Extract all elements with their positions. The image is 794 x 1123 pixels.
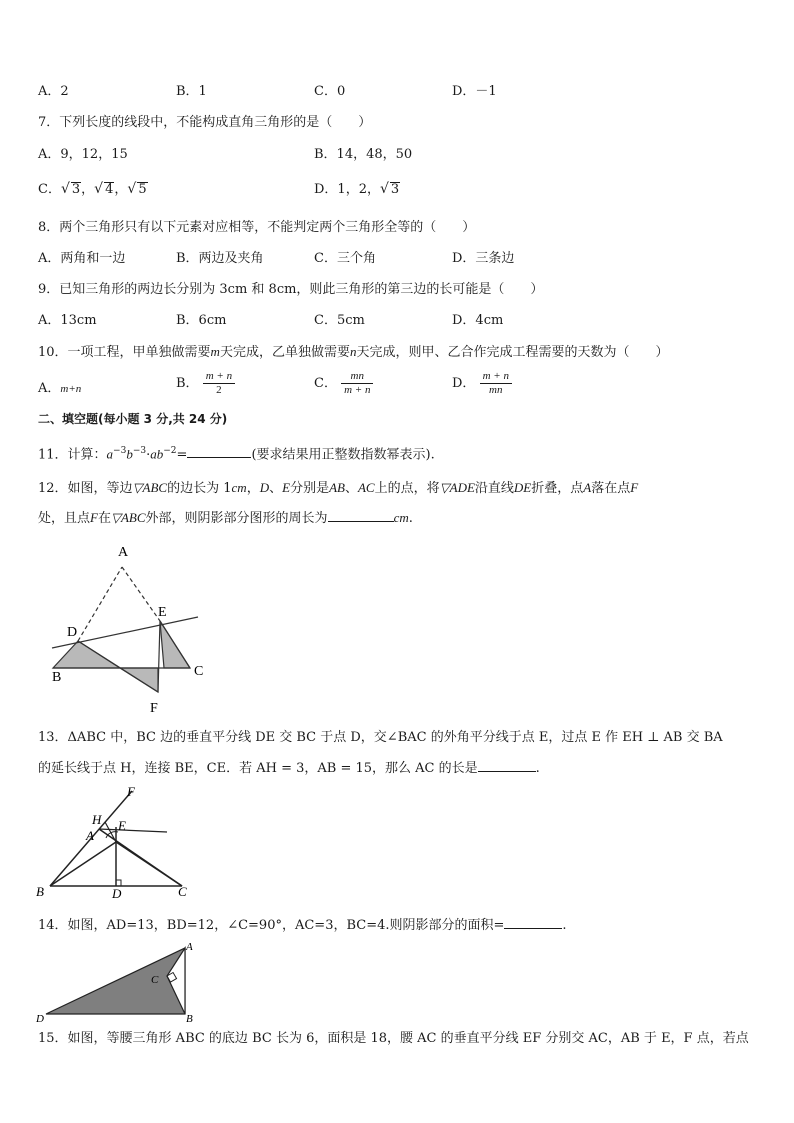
fig-label-f: F: [150, 701, 158, 716]
q11-stem: [38, 442, 435, 464]
q12-text: 上的点，将: [374, 481, 440, 496]
q12-triangle-abc: ▽ABC: [132, 480, 168, 495]
radical-sign: √: [60, 181, 70, 197]
q7-stem: 7．下列长度的线段中，不能构成直角三角形的是（ ）: [38, 115, 372, 130]
q9-option-b: B．6cm: [176, 313, 227, 328]
q11-equals: =: [176, 447, 188, 463]
q7-option-b: B．14，48，50: [314, 147, 413, 162]
q12-triangle-ade: ▽ADE: [439, 480, 475, 495]
q12-point-a: A: [583, 480, 592, 495]
q9-option-d: D．4cm: [452, 313, 504, 328]
fraction-denominator: 2: [216, 384, 222, 396]
q7-option-d-root: 3: [390, 182, 400, 197]
q12-text: 折叠，点: [531, 481, 584, 496]
separator: ，: [81, 182, 95, 197]
q10-option-b-fraction: [203, 370, 235, 397]
q12-point-f: F: [630, 480, 639, 495]
q12-line-de: DE: [513, 480, 532, 495]
q8-stem: 8．两个三角形只有以下元素对应相等，不能判定两个三角形全等的（ ）: [38, 220, 476, 235]
q14-stem: [38, 916, 567, 935]
q10-option-c: [314, 370, 373, 397]
q6-option-c: C．0: [314, 84, 346, 99]
q10-option-c-fraction: [341, 370, 373, 397]
q12-text: 的边长为 1: [167, 481, 232, 496]
q7-option-c-root1: 3: [71, 182, 81, 197]
q12-text: 12．如图，等边: [38, 481, 133, 496]
fraction-numerator: mn: [341, 370, 373, 384]
answer-blank[interactable]: [504, 916, 562, 929]
q10-option-d: [452, 370, 512, 397]
q9-option-c: C．5cm: [314, 313, 365, 328]
q8-option-b: B．两边及夹角: [176, 251, 264, 266]
q13-text: 的延长线于点 H，连接 BE，CE．若 AH = 3，AB = 15，那么 AC 的长是: [38, 761, 478, 776]
q15-stem: 15．如图，等腰三角形 ABC 的底边 BC 长为 6，面积是 18，腰 AC 的垂直平分线 EF 分别交 AC，AB 于 E，F 点，若点: [38, 1031, 749, 1046]
q12-segment-ab: AB: [329, 480, 345, 495]
q12-unit: cm: [231, 480, 247, 495]
answer-blank[interactable]: [187, 445, 251, 458]
q11-var-ab: ab: [150, 446, 164, 462]
q12-fold-fe: [158, 621, 160, 692]
q14-figure: [34, 940, 204, 1024]
fig-label-h: H: [92, 812, 102, 827]
section-heading: 二、填空题(每小题 3 分,共 24 分): [38, 412, 228, 426]
q10-option-a-expr: m+n: [60, 383, 82, 395]
q6-option-d: D．－1: [452, 84, 497, 99]
separator: ，: [114, 182, 128, 197]
q10-option-a-label: A．: [38, 381, 61, 396]
radical-sign: √: [94, 181, 104, 197]
q8-option-c: C．三个角: [314, 251, 376, 266]
fig-label-f: F: [127, 784, 135, 799]
q13-line1: 13．ΔABC 中，BC 边的垂直平分线 DE 交 BC 于点 D，交∠BAC 的外角平分线于点 E，过点 E 作 EH ⊥ AB 交 BA: [38, 730, 723, 745]
q7-option-d: [314, 180, 400, 199]
q12-text: 外部，则阴影部分图形的周长为: [145, 511, 328, 526]
q13-figure: [32, 784, 202, 900]
fraction-denominator: mn: [489, 384, 503, 396]
q10-stem-part1: 10．一项工程，甲单独做需要: [38, 345, 211, 360]
q6-option-a: A．2: [38, 84, 69, 99]
fig-label-c: C: [151, 974, 159, 986]
q13-text: .: [535, 761, 540, 776]
q7-option-c-root2: 4: [105, 182, 114, 197]
fig-label-a: A: [118, 545, 129, 560]
q12-line2: [38, 509, 413, 528]
q12-triangle-abc: ▽ABC: [110, 510, 146, 525]
q12-segment-ac: AC: [357, 480, 375, 495]
q11-var-a: a: [106, 446, 114, 462]
q12-text: 、: [269, 481, 283, 496]
fig-label-d: D: [67, 625, 78, 640]
q7-option-d-prefix: D．1，2，: [314, 182, 380, 197]
fig-label-b: B: [186, 1013, 193, 1024]
q10-var-n: n: [349, 344, 357, 359]
fig-label-c: C: [194, 664, 204, 679]
q8-option-d: D．三条边: [452, 251, 515, 266]
q10-stem-part2: 天完成，乙单独做需要: [219, 345, 350, 360]
q7-option-c: [38, 180, 148, 199]
q14-shaded-triangle: [46, 948, 185, 1014]
q9-option-a: A．13cm: [38, 313, 97, 328]
q11-exp-b: −3: [132, 446, 147, 456]
q10-option-d-fraction: [480, 370, 512, 397]
q12-unit: cm: [393, 510, 409, 525]
fig-label-a: A: [186, 941, 193, 953]
q11-exp-ab: −2: [163, 446, 177, 456]
fig-label-a: A: [86, 828, 94, 843]
q10-option-d-label: D．: [452, 376, 476, 391]
q10-option-c-label: C．: [314, 376, 337, 391]
q10-stem: [38, 343, 668, 362]
fraction-numerator: m + n: [203, 370, 235, 384]
q12-text: 处，且点: [38, 511, 91, 526]
q12-point-d: D: [259, 480, 270, 495]
q11-dot: ·: [146, 447, 151, 463]
q10-option-a: [38, 380, 81, 398]
q10-var-m: m: [210, 344, 220, 359]
q8-option-a: A．两角和一边: [38, 251, 126, 266]
radical-sign: √: [127, 181, 137, 197]
q12-text: 、: [344, 481, 358, 496]
answer-blank[interactable]: [328, 509, 394, 522]
q7-option-a: A．9，12，15: [38, 147, 128, 162]
fig-label-b: B: [52, 670, 62, 685]
q12-point-f: F: [90, 510, 98, 525]
q12-text: 分别是: [290, 481, 330, 496]
q7-option-c-root3: 5: [138, 182, 147, 197]
q14-text: .: [562, 918, 567, 933]
q11-exp-a: −3: [113, 446, 127, 456]
q10-option-b: [176, 370, 235, 397]
q12-dashed-ae: [122, 567, 160, 621]
q14-text: 14．如图，AD=13，BD=12，∠C=90°，AC=3，BC=4.则阴影部分的面积=: [38, 918, 505, 933]
fig-label-d: D: [112, 886, 122, 900]
q12-text: 沿直线: [474, 481, 514, 496]
fig-label-e: E: [118, 818, 126, 833]
q11-prefix: 11．计算：: [38, 447, 107, 463]
answer-blank[interactable]: [478, 759, 536, 772]
fig-label-e: E: [158, 605, 167, 620]
q11-suffix: (要求结果用正整数指数幂表示).: [251, 447, 435, 463]
fraction-numerator: m + n: [480, 370, 512, 384]
q9-stem: 9．已知三角形的两边长分别为 3cm 和 8cm，则此三角形的第三边的长可能是（ ）: [38, 282, 544, 297]
q10-option-b-label: B．: [176, 376, 199, 391]
fig-label-d: D: [36, 1013, 44, 1024]
fig-label-b: B: [36, 884, 44, 899]
q6-option-b: B．1: [176, 84, 207, 99]
q12-line1: [38, 479, 638, 498]
q12-figure: [40, 540, 220, 720]
fig-label-c: C: [178, 884, 187, 899]
radical-sign: √: [379, 181, 389, 197]
q13-line2: [38, 759, 540, 778]
q13-line-ce: [116, 842, 182, 886]
q12-text: 在: [97, 511, 111, 526]
fraction-denominator: m + n: [344, 384, 371, 396]
q11-var-b: b: [126, 446, 133, 462]
q12-text: ，: [246, 481, 260, 496]
q12-point-e: E: [282, 480, 291, 495]
q12-text: 落在点: [591, 481, 631, 496]
q10-stem-part3: 天完成，则甲、乙合作完成工程需要的天数为（ ）: [356, 345, 669, 360]
q12-text: .: [408, 511, 413, 526]
q12-dashed-ad: [78, 567, 122, 641]
q7-option-c-label: C．: [38, 182, 61, 197]
